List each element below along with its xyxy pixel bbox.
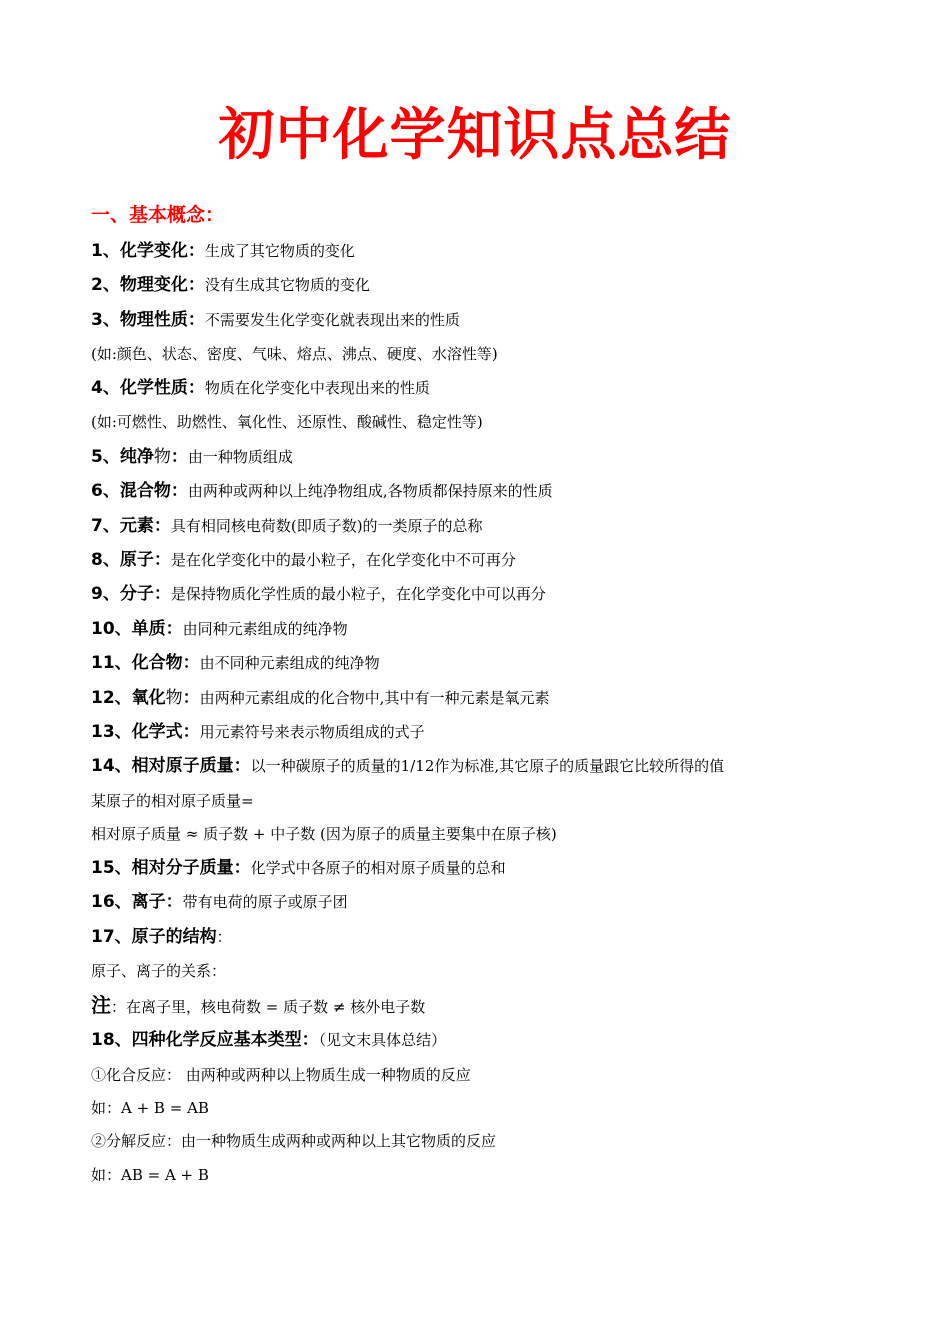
item-number: 6、 [91,481,120,501]
item-number: 12、 [91,688,132,708]
note-mark: 注 [91,993,111,1017]
note-line: (如:颜色、状态、密度、气味、熔点、沸点、硬度、水溶性等) [91,345,498,363]
list-item [91,720,425,744]
item-definition: 是在化学变化中的最小粒子，在化学变化中不可再分 [170,551,516,569]
list-item [91,239,355,263]
item-definition: （见文末具体总结） [318,1031,447,1049]
item-colon: ： [187,310,205,330]
item-colon: ： [170,447,188,467]
item-number: 16、 [91,892,132,912]
reaction-type-line: ②分解反应：由一种物质生成两种或两种以上其它物质的反应 [91,1132,497,1150]
list-item [91,273,370,297]
item-number: 1、 [91,241,120,261]
list-item [91,445,293,469]
item-term: 相对分子质量 [131,858,234,878]
item-term: 化学变化 [119,241,188,261]
item-number: 11、 [91,653,132,673]
item-term: 化学性质 [119,378,188,398]
list-item [91,1028,446,1052]
list-item [91,376,430,400]
item-number: 3、 [91,310,120,330]
item-number: 5、 [91,447,120,467]
item-number: 17、 [91,927,132,947]
list-item [91,651,380,675]
item-definition: 是保持物质化学性质的最小粒子，在化学变化中可以再分 [170,585,546,603]
item-colon: ： [165,619,183,639]
item-colon: ： [233,756,251,776]
item-colon: ： [170,481,188,501]
list-item [91,890,348,914]
item-definition: 具有相同核电荷数(即质子数)的一类原子的总称 [170,517,483,535]
item-number: 15、 [91,858,132,878]
list-item [91,308,460,332]
item-colon: ： [165,892,183,912]
reaction-type-line: ①化合反应： 由两种或两种以上物质生成一种物质的反应 [91,1066,471,1084]
item-definition: 以一种碳原子的质量的1/12作为标准,其它原子的质量跟它比较所得的值 [250,757,725,775]
item-colon: ： [153,516,171,536]
item-definition: 带有电荷的原子或原子团 [182,893,348,911]
item-colon: ： [187,241,205,261]
item-colon: ： [153,550,171,570]
list-item [91,514,483,538]
item-term: 分子 [119,584,154,604]
list-item [91,754,724,778]
item-number: 2、 [91,275,120,295]
item-term: 四种化学反应基本类型 [131,1030,302,1050]
list-item [91,548,516,572]
example-line: 如：AB = A + B [91,1166,209,1184]
item-colon: ： [216,928,232,946]
item-term: 相对原子质量 [131,756,234,776]
note-line: (如:可燃性、助燃性、氧化性、还原性、酸碱性、稳定性等) [91,413,483,431]
document-title: 初中化学知识点总结 [218,103,732,168]
item-term-suffix: 物 [165,688,183,708]
item-colon: ： [182,722,200,742]
item-number: 13、 [91,722,132,742]
item-term: 物理性质 [119,310,188,330]
item-definition: 化学式中各原子的相对原子质量的总和 [250,859,506,877]
section-heading: 一、基本概念： [91,204,225,226]
item-definition: 没有生成其它物质的变化 [204,276,370,294]
list-item [91,686,549,710]
item-number: 7、 [91,516,120,536]
item-definition: 用元素符号来表示物质组成的式子 [199,723,425,741]
item-number: 10、 [91,619,132,639]
item-colon: ： [187,378,205,398]
note-callout [91,993,425,1019]
list-item [91,479,553,503]
item-term: 化学式 [131,722,183,742]
note-line: 某原子的相对原子质量= [91,792,254,810]
item-colon: ： [301,1030,319,1050]
list-item [91,582,546,606]
item-term: 单质 [131,619,166,639]
item-colon: ： [233,858,251,878]
formula-line: 相对原子质量 ≈ 质子数 + 中子数 (因为原子的质量主要集中在原子核) [91,825,557,843]
item-definition: 由两种或两种以上纯净物组成,各物质都保持原来的性质 [187,482,553,500]
item-definition: 生成了其它物质的变化 [204,242,355,260]
item-colon: ： [182,688,200,708]
item-colon: ： [182,653,200,673]
item-definition: 由两种元素组成的化合物中,其中有一种元素是氧元素 [199,689,550,707]
item-number: 9、 [91,584,120,604]
item-colon: ： [187,275,205,295]
item-term: 物理变化 [119,275,188,295]
item-term: 原子 [119,550,154,570]
item-term: 氧化 [131,688,166,708]
note-text: ：在离子里，核电荷数 = 质子数 ≠ 核外电子数 [111,998,426,1016]
item-term: 化合物 [131,653,183,673]
item-number: 18、 [91,1030,132,1050]
item-number: 8、 [91,550,120,570]
item-definition: 物质在化学变化中表现出来的性质 [204,379,430,397]
item-definition: 由同种元素组成的纯净物 [182,620,348,638]
item-term: 离子 [131,892,166,912]
example-line: 如：A + B = AB [91,1099,209,1117]
item-definition: 不需要发生化学变化就表现出来的性质 [204,311,460,329]
item-term: 混合物 [119,481,171,501]
item-colon: ： [153,584,171,604]
item-term-suffix: 物 [153,447,171,467]
item-number: 14、 [91,756,132,776]
item-number: 4、 [91,378,120,398]
item-definition: 由一种物质组成 [187,448,293,466]
list-item [91,925,232,949]
list-item [91,856,506,880]
item-term: 原子的结构 [131,927,217,947]
list-item [91,617,348,641]
item-term: 纯净 [119,447,154,467]
note-line: 原子、离子的关系： [91,962,227,980]
item-term: 元素 [119,516,154,536]
item-definition: 由不同种元素组成的纯净物 [199,654,380,672]
